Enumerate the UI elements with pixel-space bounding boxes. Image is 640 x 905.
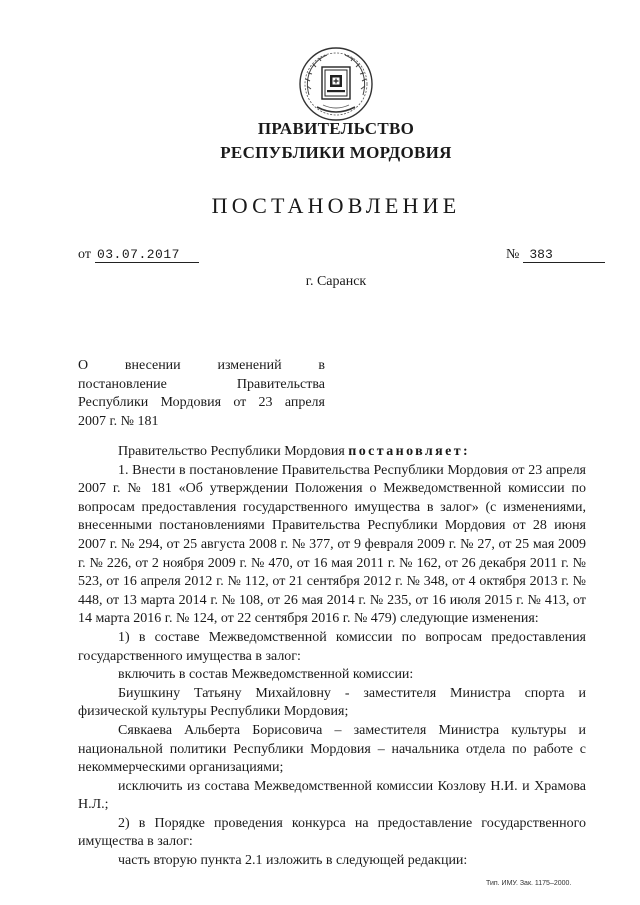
document-body — [78, 443, 586, 871]
body-paragraph: 1. Внести в постановление Правительства Республики Мордовия от 23 апреля 2007 г. № 181 «Об утверждении Положения о Межведомственной комиссии по вопросам предоставления государственного имущества в залог» (с изменениями, внесенными постановлениями Правительства Республики Мордовия от 28 июня 2007 г. № 294, от 25 августа 2008 г. № 377, от 9 февраля 2009 г. № 27, от 25 мая 2009 г. № 226, от 2 ноября 2009 г. № 470, от 16 мая 2011 г. № 162, от 26 декабря 2011 г. № 523, от 16 апреля 2012 г. № 112, от 21 сентября 2012 г. № 348, от 4 октября 2013 г. № 448, от 13 марта 2014 г. № 108, от 26 мая 2014 г. № 235, от 16 июля 2015 г. № 413, от 14 марта 2016 г. № 124, от 22 сентября 2016 г. № 479) следующие изменения: — [78, 462, 586, 627]
body-intro — [78, 443, 586, 462]
number-row — [506, 247, 605, 263]
print-mark: Тип. ИМУ. Зак. 1175–2000. — [486, 880, 572, 887]
coat-of-arms-icon — [297, 45, 375, 123]
body-paragraph: 2) в Порядке проведения конкурса на предоставление государственного имущества в залог: — [78, 815, 586, 850]
city-line: г. Саранск — [305, 274, 367, 289]
body-paragraph: Биушкину Татьяну Михайловну - заместителя Министра спорта и физической культуры Республики Мордовия; — [78, 685, 586, 720]
body-paragraph: 1) в составе Межведомственной комиссии по вопросам предоставления государственного имущества в залог: — [78, 629, 586, 664]
body-paragraph: исключить из состава Межведомственной комиссии Козлову Н.И. и Храмова Н.Л.; — [78, 778, 586, 813]
body-paragraph: часть вторую пункта 2.1 изложить в следующей редакции: — [118, 853, 468, 869]
document-subject — [78, 357, 325, 431]
subject-line: О внесении изменений в — [78, 358, 325, 373]
document-number: 383 — [523, 247, 605, 263]
subject-line: Республики Мордовия от 23 апреля — [78, 395, 325, 410]
date-prefix: от — [78, 247, 91, 262]
body-paragraph: Сявкаева Альберта Борисовича – заместителя Министра культуры и национальной политики Республики Мордовия – начальника отдела по работе с некоммерческими организациями; — [78, 722, 586, 776]
number-prefix: № — [506, 247, 520, 262]
org-name-line1: ПРАВИТЕЛЬСТВО — [257, 119, 415, 138]
subject-line: постановление Правительства — [78, 376, 325, 392]
subject-line: 2007 г. № 181 — [78, 413, 159, 429]
document-date: 03.07.2017 — [95, 247, 199, 263]
date-row — [78, 247, 199, 263]
org-name-line2: РЕСПУБЛИКИ МОРДОВИЯ — [220, 143, 452, 162]
body-paragraph: включить в состав Межведомственной комиссии: — [118, 667, 414, 683]
intro-resolves: постановляет: — [348, 444, 471, 459]
document-type-title: ПОСТАНОВЛЕНИЕ — [211, 193, 461, 218]
intro-text: Правительство Республики Мордовия — [118, 444, 345, 459]
